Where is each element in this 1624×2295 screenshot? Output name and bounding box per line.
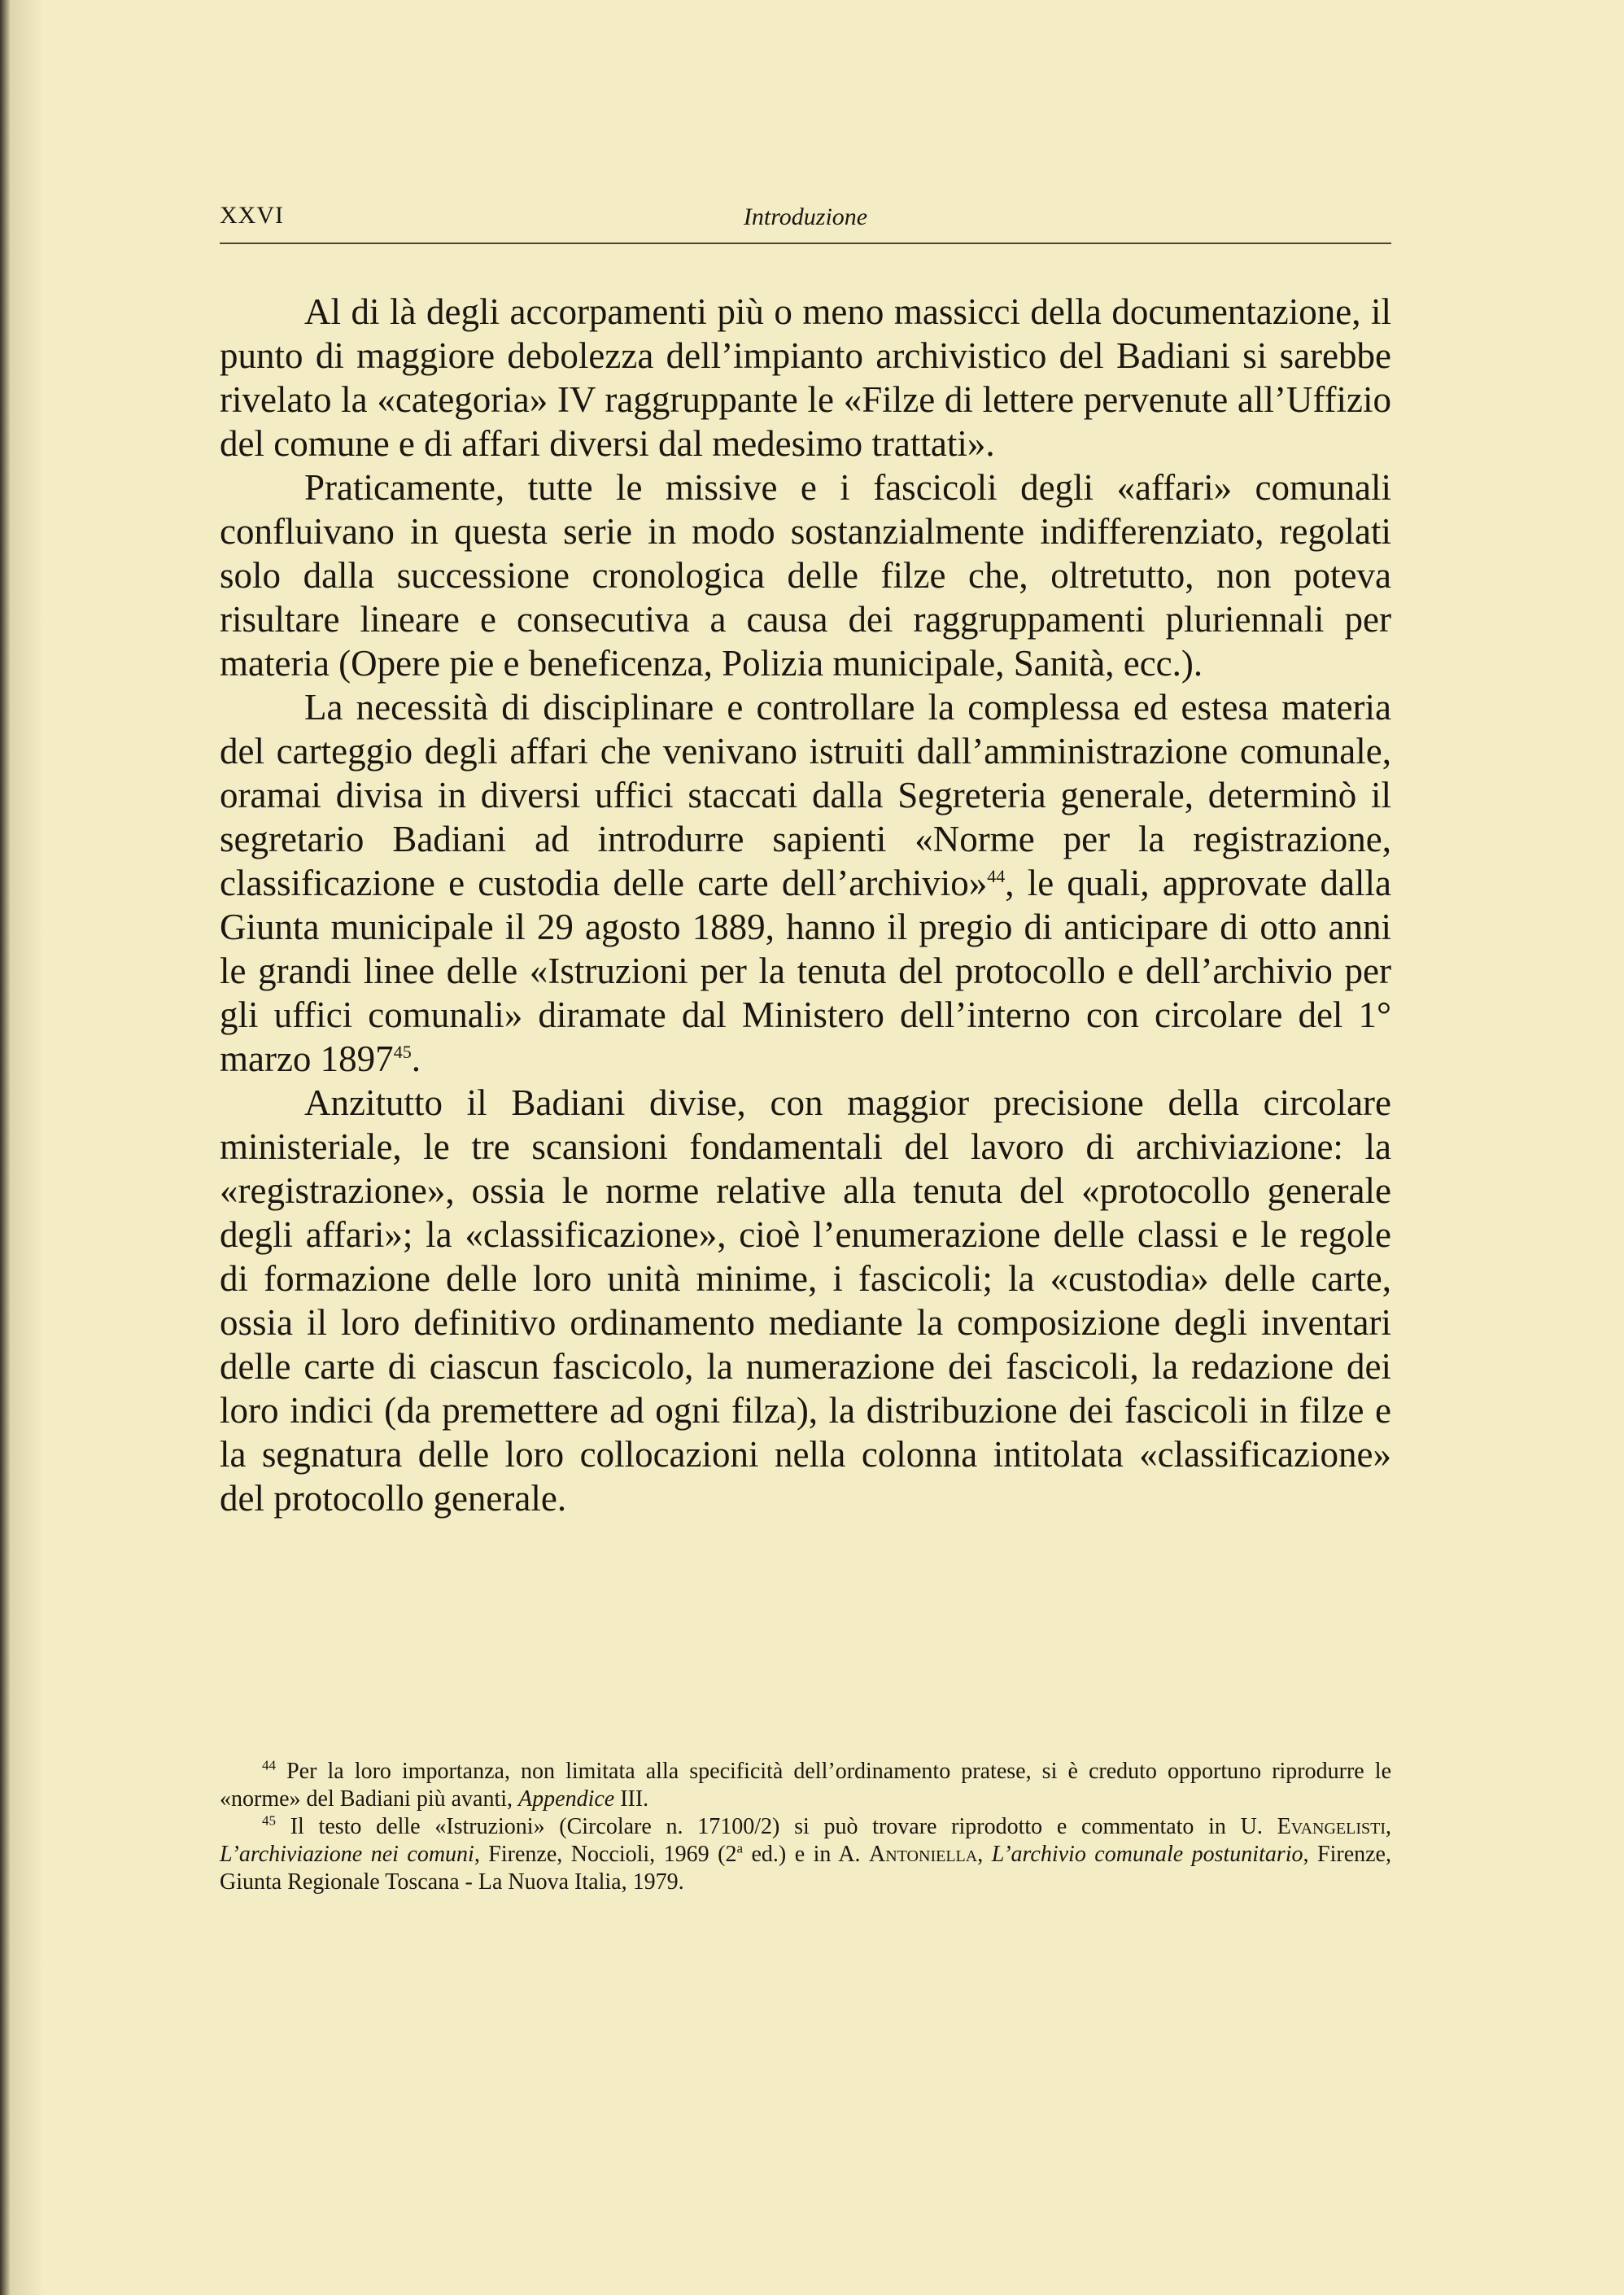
paragraph-3-part-c: . <box>411 1038 421 1079</box>
paragraph-4: Anzitutto il Badiani divise, con maggior precisione della circolare ministeriale, le tre scansioni fondamentali del lavoro di archiviazione: la «registrazione», ossia le norme relative alla tenuta del «protocollo generale degli affari»; la «classificazione», cioè l’enumerazione delle classi e le regole di formazione delle loro unità minime, i fascicoli; la «custodia» delle carte, ossia il loro definitivo ordinamento mediante la composizione degli inventari delle carte di ciascun fascicolo, la numerazione dei fascicoli, la redazione dei loro indici (da premettere ad ogni filza), la distribuzione dei fascicoli in filze e la segnatura delle loro collocazioni nella colonna intitolata «classificazione» del protocollo generale. <box>220 1082 1391 1519</box>
footnote-book-title: L’archivio comunale postunitario <box>991 1842 1303 1867</box>
page-number: XXVI <box>220 202 284 229</box>
footnote-separator: , <box>1386 1814 1391 1839</box>
paragraph-3 <box>220 685 1391 1081</box>
page-binding-edge <box>0 0 11 2295</box>
footnotes <box>220 1758 1391 1896</box>
paragraph-1: Al di là degli accorpamenti più o meno massicci della documentazione, il punto di maggiore debolezza dell’impianto archivistico del Badiani si sarebbe rivelato la «categoria» IV raggruppante le «Filze di lettere pervenute all’Uffizio del comune e di affari diversi dal medesimo trattati». <box>220 291 1391 464</box>
page-shadow <box>11 0 44 2295</box>
footnote-separator: , <box>977 1842 992 1867</box>
running-head <box>220 199 1391 244</box>
footnote-publication: ed.) e in A. <box>743 1842 870 1867</box>
footnote-edition-sup: a <box>736 1840 743 1856</box>
running-title: Introduzione <box>743 203 868 230</box>
footnote-book-title: L’archiviazione nei comuni <box>220 1842 474 1867</box>
footnote-text: Per la loro importanza, non limitata alla specificità dell’ordinamento pratese, si è creduto opportuno riprodurre le «norme» del Badiani più avanti, <box>220 1759 1391 1812</box>
footnote-44 <box>220 1758 1391 1813</box>
footnote-publication: , Firenze, Noccioli, 1969 (2 <box>474 1842 737 1867</box>
footnote-text-end: III. <box>614 1786 649 1812</box>
paragraph-3-part-a: La necessità di disciplinare e controllare la complessa ed estesa materia del carteggio degli affari che venivano istruiti dall’amministrazione comunale, oramai divisa in diversi uffici staccati dalla Segreteria generale, determinò il segretario Badiani ad introdurre sapienti «Norme per la registrazione, classificazione e custodia delle carte dell’archivio» <box>220 687 1391 903</box>
paragraph-2: Praticamente, tutte le missive e i fascicoli degli «affari» comunali confluivano in questa serie in modo sostanzialmente indifferenziato, regolati solo dalla successione cronologica delle filze che, oltretutto, non poteva risultare lineare e consecutiva a causa dei raggruppamenti pluriennali per materia (Opere pie e beneficenza, Polizia municipale, Sanità, ecc.). <box>220 467 1391 684</box>
main-text <box>220 290 1391 1520</box>
footnote-number: 45 <box>262 1812 276 1829</box>
footnote-author: Evangelisti <box>1277 1814 1386 1839</box>
footnote-number: 44 <box>262 1757 276 1773</box>
paragraph-3-part-b: , le quali, approvate dalla Giunta municipale il 29 agosto 1889, hanno il pregio di anticipare di otto anni le grandi linee delle «Istruzioni per la tenuta del protocollo e dell’archivio per gli uffici comunali» diramate dal Ministero dell’interno con circolare del 1° marzo 1897 <box>220 863 1391 1079</box>
footnote-appendix: Appendice <box>518 1786 615 1812</box>
footnote-text: Il testo delle «Istruzioni» (Circolare n. 17100/2) si può trovare riprodotto e commentato in U. <box>276 1814 1277 1839</box>
footnote-ref-44: 44 <box>987 866 1006 886</box>
footnote-ref-45: 45 <box>393 1042 412 1062</box>
footnote-author: Antoniella <box>869 1842 978 1867</box>
footnote-45 <box>220 1813 1391 1896</box>
footnote-publication: , Firenze, Giunta Regionale Toscana - La Nuova Italia, 1979. <box>220 1842 1391 1895</box>
